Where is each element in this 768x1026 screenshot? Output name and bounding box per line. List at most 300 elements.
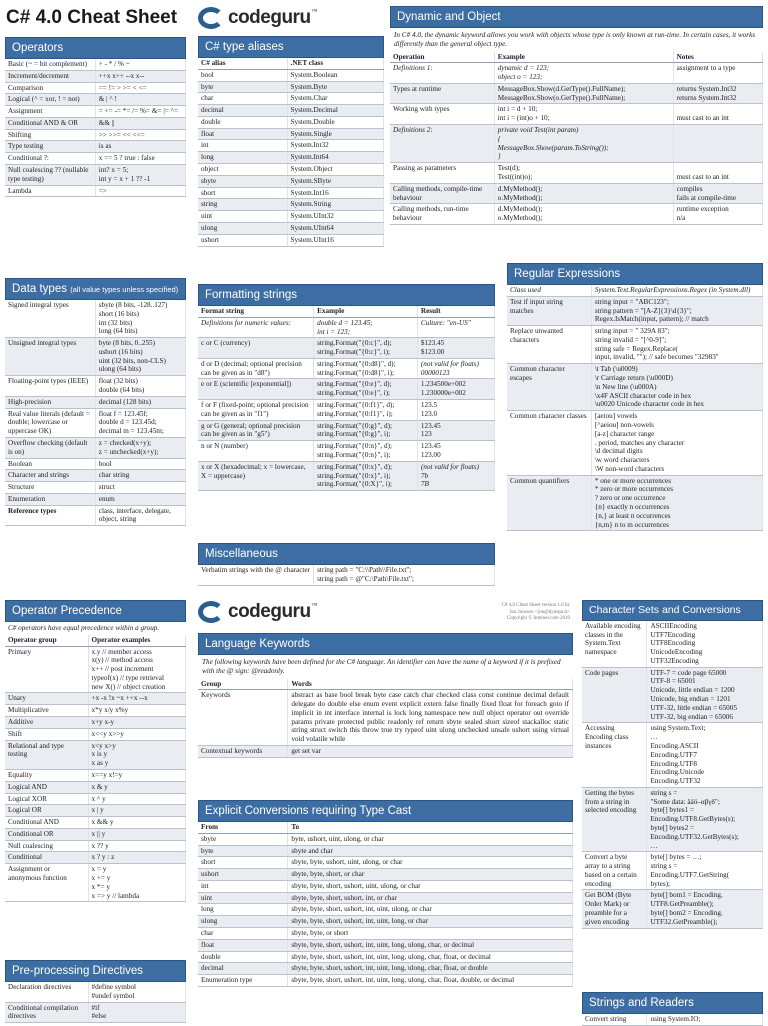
precedence-row-cell: x ?? y (88, 840, 185, 852)
data-type-row-cell: Enumeration (5, 493, 95, 505)
alias-row (198, 105, 384, 117)
dynamic-row-cell: runtime exception n/a (673, 204, 762, 225)
format-row-cell: string.Format("{0:n}", d); string.Format("{0:n}", i); (314, 441, 418, 462)
misc-table (198, 565, 495, 586)
dynamic-row-cell: Definitions 1: (390, 63, 494, 84)
conversion-row-cell: sbyte, byte, short, ushort, int, uint, long, ulong, char, float, double, or decimal (288, 975, 573, 987)
alias-row (198, 187, 384, 199)
dynamic-row-cell: Calling methods, run-time behaviour (390, 204, 494, 225)
col-op-group: Operator group (5, 635, 88, 646)
regex-row (507, 326, 763, 364)
streams-row-cell: Convert string (582, 1014, 647, 1025)
format-row-cell: g or G (general; optional precision can be given as in "g5") (198, 420, 314, 441)
data-type-row-cell: Floating-point types (IEEE) (5, 376, 95, 397)
conversion-row (198, 951, 573, 963)
format-row-cell: d or D (decimal; optional precision can be given as in "d8") (198, 358, 314, 379)
alias-row-cell: System.String (287, 199, 383, 211)
charset-row (582, 787, 763, 851)
alias-row (198, 222, 384, 234)
alias-row (198, 164, 384, 176)
operator-row-cell: >> >>= << <<= (95, 129, 185, 141)
dynamic-header: Dynamic and Object (390, 6, 763, 28)
regex-row-cell: Common character escapes (507, 364, 591, 411)
operator-row-cell: Basic (~ = bit complement) (5, 59, 95, 70)
logo-tm: ™ (311, 8, 318, 15)
operator-row-cell: Lambda (5, 185, 95, 197)
conversion-row (198, 892, 573, 904)
logo-tm: ™ (311, 602, 318, 609)
operator-row (5, 185, 186, 197)
dynamic-row (390, 125, 763, 163)
format-row-cell: 123.45 123.00 (417, 441, 494, 462)
regex-row (507, 296, 763, 325)
alias-row-cell: System.Single (287, 128, 383, 140)
charset-row-cell: Available encoding classes in the System.Text namespace (582, 621, 647, 667)
conversion-row-cell: sbyte, byte, short, ushort, int, or char (288, 892, 573, 904)
precedence-row-cell: x*y x/y x%y (88, 705, 185, 717)
alias-row-cell: System.Decimal (287, 105, 383, 117)
dynamic-row-cell: private void Test(int param) { MessageBox.Show(param.ToString()); } (494, 125, 673, 163)
precedence-row (5, 717, 186, 729)
charset-row-cell: Getting the bytes from a string in selected encoding (582, 787, 647, 851)
dynamic-row-cell: d.MyMethod(); o.MyMethod(); (494, 204, 673, 225)
format-row-cell: Culture: "en-US" (417, 317, 494, 338)
dynamic-row-cell: Passing as parameters (390, 163, 494, 184)
format-row-cell: 123.45 123 (417, 420, 494, 441)
keywords-header: Language Keywords (198, 633, 573, 655)
data-type-row (5, 338, 186, 376)
col-operation: Operation (390, 52, 494, 63)
conversion-row-cell: sbyte, byte, short, ushort, int, uint, long, ulong, char, float, or double (288, 963, 573, 975)
conversion-row-cell: sbyte, byte, short, ushort, int, uint, ulong, or char (288, 904, 573, 916)
conversion-row-cell: sbyte, byte, short, ushort, int, uint, long, or char (288, 916, 573, 928)
precedence-row (5, 817, 186, 829)
alias-row-cell: sbyte (198, 175, 287, 187)
keywords-table (198, 679, 573, 758)
data-type-row (5, 408, 186, 437)
page-title: C# 4.0 Cheat Sheet (6, 7, 178, 28)
regex-header: Regular Expressions (507, 263, 763, 285)
conversion-row-cell: sbyte, byte, short, ushort, uint, ulong, or char (288, 880, 573, 892)
data-type-row-cell: float f = 123.45f; double d = 123.45d; decimal m = 123.45m; (95, 408, 185, 437)
col-result: Result (417, 306, 494, 317)
precedence-row-cell: Logical OR (5, 805, 88, 817)
operators-section (5, 37, 186, 197)
conversion-row-cell: sbyte, byte, short, or char (288, 869, 573, 881)
precedence-row-cell: x || y (88, 828, 185, 840)
precedence-row (5, 646, 186, 693)
data-type-row (5, 493, 186, 505)
data-types-note: (all value types unless specified) (70, 285, 179, 294)
alias-row-cell: System.Boolean (287, 69, 383, 81)
data-type-row-cell: struct (95, 482, 185, 494)
conversion-row-cell: ushort (198, 869, 288, 881)
data-type-row-cell: Unsigned integral types (5, 338, 95, 376)
precedence-row-cell: x+y x-y (88, 717, 185, 729)
type-aliases-table (198, 58, 384, 247)
format-row (198, 420, 495, 441)
preprocessing-row-cell: #if #else (88, 1002, 185, 1023)
conversion-row-cell: double (198, 951, 288, 963)
alias-row-cell: uint (198, 211, 287, 223)
dynamic-row-cell: Calling methods, compile-time behaviour (390, 183, 494, 204)
data-type-row-cell: Structure (5, 482, 95, 494)
regex-row-cell: string input = " 329A 83"; string invalid = "[^0-9]"; string safe = Regex.Replace( input, invalid, ""); // safe becomes "32983" (591, 326, 762, 364)
alias-row (198, 234, 384, 246)
precedence-row-cell: x && y (88, 817, 185, 829)
alias-row (198, 69, 384, 81)
alias-row-cell: double (198, 116, 287, 128)
operator-row (5, 141, 186, 153)
precedence-row-cell: Logical AND (5, 781, 88, 793)
format-row-cell: string.Format("{0:g}", d); string.Format("{0:g}", i); (314, 420, 418, 441)
regex-row-cell: [aeiou] vowels [^aeiou] non-vowels [a-z] character range . period, matches any character \d decimal digits \w word characters \W non-word characters (591, 411, 762, 475)
format-row (198, 379, 495, 400)
conversion-row (198, 904, 573, 916)
regex-row-cell: Common quantifiers (507, 475, 591, 531)
dynamic-row-cell: Definitions 2: (390, 125, 494, 163)
alias-row (198, 175, 384, 187)
format-row (198, 441, 495, 462)
dynamic-row (390, 204, 763, 225)
format-row-cell: c or C (currency) (198, 338, 314, 359)
precedence-row-cell: +x -x !x ~x ++x --x (88, 693, 185, 705)
misc-row-cell: Verbatim strings with the @ character (198, 565, 314, 585)
alias-row-cell: System.Byte (287, 81, 383, 93)
precedence-row-cell: Additive (5, 717, 88, 729)
conversion-row-cell: long (198, 904, 288, 916)
dynamic-row (390, 63, 763, 84)
format-row-cell: string.Format("{0:c}", d); string.Format("{0:c}", i); (314, 338, 418, 359)
regex-row-cell: string input = "ABC123"; string pattern = "[A-Z]{3}\d{3}"; Regex.IsMatch(input, pattern); // match (591, 296, 762, 325)
streams-table (582, 1014, 763, 1026)
conversion-row-cell: sbyte, byte, short, ushort, int, uint, long, ulong, char, float, or decimal (288, 951, 573, 963)
keyword-row-cell: abstract as base bool break byte case catch char checked class const continue decimal default delegate do double else enum event explicit extern false finally fixed float for foreach goto if implicit in int interface internal is lock long namespace new null object operator out override params private protected public readonly ref return sbyte sealed short sizeof stackalloc static string struct switch this throw true try typeof uint ulong unchecked unsafe ushort using virtual void volatile while (288, 690, 573, 746)
precedence-section (5, 600, 186, 902)
data-type-row (5, 458, 186, 470)
alias-row-cell: char (198, 93, 287, 105)
alias-row (198, 152, 384, 164)
format-row (198, 358, 495, 379)
preprocessing-row-cell: Conditional compilation directives (5, 1002, 88, 1023)
conversion-row-cell: sbyte, byte, short, ushort, int, uint, long, ulong, char, or decimal (288, 939, 573, 951)
operator-row-cell: x == 5 ? true : false (95, 153, 185, 165)
alias-row (198, 211, 384, 223)
codeguru-logo[interactable] (198, 6, 317, 29)
alias-row-cell: System.Char (287, 93, 383, 105)
keyword-row-cell: get set var (288, 746, 573, 758)
col-to: To (288, 822, 573, 833)
type-aliases-header: C# type aliases (198, 36, 384, 58)
charset-row (582, 852, 763, 890)
operator-row-cell: == != > >= < <= (95, 82, 185, 94)
format-row-cell: Definitions for numeric values: (198, 317, 314, 338)
preprocessing-header: Pre-processing Directives (5, 960, 186, 982)
data-type-row-cell: Signed integral types (5, 300, 95, 338)
alias-row-cell: System.Int32 (287, 140, 383, 152)
dynamic-row-cell: returns System.Int32 returns System.Int32 (673, 83, 762, 104)
credits-line: Jon Jonsson <jon@dynepa.it> (509, 609, 570, 615)
data-type-row (5, 300, 186, 338)
conversion-row-cell: Enumeration type (198, 975, 288, 987)
credits (440, 603, 570, 623)
operator-row (5, 82, 186, 94)
operator-row (5, 59, 186, 70)
regex-row-cell: \t Tab (\u0009) \r Carriage return (\u000D) \n New line (\u000A) \x4F ASCII character code in hex \u0020 Unicode character code in hex (591, 364, 762, 411)
dynamic-row-cell: must cast to an int (673, 104, 762, 125)
operator-row-cell: Conditional AND & OR (5, 117, 95, 129)
operator-row-cell: => (95, 185, 185, 197)
conversion-row-cell: uint (198, 892, 288, 904)
alias-row-cell: ulong (198, 222, 287, 234)
alias-row-cell: long (198, 152, 287, 164)
alias-row (198, 128, 384, 140)
format-row-cell: x or X (hexadecimal; x = lowercase, X = uppercase) (198, 461, 314, 490)
operator-row-cell: Comparison (5, 82, 95, 94)
formatting-section (198, 284, 495, 491)
format-row (198, 338, 495, 359)
regex-row (507, 364, 763, 411)
operator-row-cell: && || (95, 117, 185, 129)
operators-header: Operators (5, 37, 186, 59)
alias-row-cell: System.Int16 (287, 187, 383, 199)
precedence-row-cell: x | y (88, 805, 185, 817)
precedence-row (5, 840, 186, 852)
operator-row-cell: Increment/decrement (5, 70, 95, 82)
conversion-row-cell: char (198, 928, 288, 940)
dynamic-row-cell: Types at runtime (390, 83, 494, 104)
col-dyn-example: Example (494, 52, 673, 63)
conversion-row-cell: byte (198, 845, 288, 857)
precedence-row-cell: x.y // member access x(y) // method access x++ // post increment typeof(x) // type retrieval new X() // object creation (88, 646, 185, 693)
misc-row-cell: string path = "C:\\Path\\File.txt"; string path = @"C:\Path\File.txt"; (314, 565, 495, 585)
preprocessing-table (5, 982, 186, 1023)
charset-row (582, 621, 763, 667)
conversion-row (198, 845, 573, 857)
dynamic-row-cell: must cast to an int (673, 163, 762, 184)
col-alias: C# alias (198, 58, 287, 69)
regex-row-cell: Common character classes (507, 411, 591, 475)
conversion-row-cell: ulong (198, 916, 288, 928)
data-type-row-cell: Character and strings (5, 470, 95, 482)
precedence-row-cell: Assignment or anonymous function (5, 864, 88, 902)
charsets-table (582, 621, 763, 929)
precedence-row-cell: Logical XOR (5, 793, 88, 805)
data-type-row-cell: decimal (128 bits) (95, 396, 185, 408)
regex-row-cell: * one or more occurrences * zero or more occurrences ? zero or one occurrence {n} exactly n occurrences {n,} at least n occurrences {n,m} n to m occurrences (591, 475, 762, 531)
dynamic-intro: In C# 4.0, the dynamic keyword allows you work with objects whose type is only known at run-time. In certain cases, it works differently than the general object type. (394, 31, 756, 48)
streams-row-cell: using System.IO; (647, 1014, 763, 1025)
format-row-cell: n or N (number) (198, 441, 314, 462)
conversion-row (198, 975, 573, 987)
precedence-row (5, 769, 186, 781)
regex-row-cell: Class used (507, 285, 591, 296)
data-type-row-cell: High-precision (5, 396, 95, 408)
precedence-row (5, 793, 186, 805)
precedence-header: Operator Precedence (5, 600, 186, 622)
alias-row-cell: float (198, 128, 287, 140)
alias-row (198, 93, 384, 105)
alias-row (198, 199, 384, 211)
operator-row-cell: Conditional ?: (5, 153, 95, 165)
data-type-row-cell: Boolean (5, 458, 95, 470)
formatting-header: Formatting strings (198, 284, 495, 306)
dynamic-row-cell: int i = d + 10; int i = (int)o + 10; (494, 104, 673, 125)
col-notes: Notes (673, 52, 762, 63)
dynamic-row-cell: MessageBox.Show(d.GetType().FullName); MessageBox.Show(o.GetType().FullName); (494, 83, 673, 104)
precedence-row (5, 740, 186, 769)
operator-row-cell: Shifting (5, 129, 95, 141)
data-type-row (5, 482, 186, 494)
operator-row (5, 94, 186, 106)
format-row-cell: string.Format("{0:d8}", d); string.Format("{0:d8}", i); (314, 358, 418, 379)
precedence-row-cell: x<<y x>>y (88, 728, 185, 740)
regex-table (507, 285, 763, 531)
conversion-row-cell: sbyte (198, 833, 288, 845)
precedence-row-cell: Shift (5, 728, 88, 740)
format-row-cell: $123.45 $123.00 (417, 338, 494, 359)
data-types-table (5, 300, 186, 526)
charset-row (582, 667, 763, 723)
charset-row-cell: Accessing Encoding class instances (582, 723, 647, 787)
data-type-row-cell: enum (95, 493, 185, 505)
alias-row-cell: byte (198, 81, 287, 93)
operator-row-cell: is as (95, 141, 185, 153)
format-row-cell: string.Format("{0:f1}", d); string.Format("{0:f1}", i); (314, 400, 418, 421)
charset-row-cell: byte[] bom1 = Encoding. UTF8.GetPreamble(); byte[] bom2 = Encoding. UTF32.GetPreamble(); (647, 890, 763, 928)
misc-header: Miscellaneous (198, 543, 495, 565)
operator-row-cell: int? x = 5; int y = x + 1 ?? -1 (95, 165, 185, 186)
data-type-row (5, 470, 186, 482)
precedence-row-cell: Conditional OR (5, 828, 88, 840)
conversion-row-cell: sbyte and char (288, 845, 573, 857)
dynamic-row-cell (673, 125, 762, 163)
regex-row (507, 285, 763, 296)
precedence-row (5, 781, 186, 793)
precedence-row-cell: Null coalescing (5, 840, 88, 852)
charsets-section (582, 600, 763, 929)
format-row-cell: e or E (scientific [exponential]) (198, 379, 314, 400)
charset-row-cell: UTF-7 = code page 65000 UTF-8 = 65001 Unicode, little endian = 1200 Unicode, big endian = 1201 UTF-32, little endian = 65005 UTF-32, big endian = 65006 (647, 667, 763, 723)
precedence-row-cell: x<y x>y x is y x as y (88, 740, 185, 769)
operator-row-cell: Type testing (5, 141, 95, 153)
precedence-row-cell: x==y x!=y (88, 769, 185, 781)
col-group: Group (198, 679, 288, 690)
dynamic-section (390, 6, 763, 225)
preprocessing-row (5, 1002, 186, 1023)
regex-row-cell: Replace unwanted characters (507, 326, 591, 364)
data-type-row-cell: char string (95, 470, 185, 482)
streams-header: Strings and Readers (582, 992, 763, 1014)
codeguru-logo-bottom[interactable] (198, 600, 317, 623)
format-row (198, 461, 495, 490)
operator-row-cell: Null coalescing ?? (nullable type testing) (5, 165, 95, 186)
operator-row-cell: ++x x++ --x x-- (95, 70, 185, 82)
credits-line: C# 4.0 Cheat Sheet version 1.0 by (501, 603, 570, 608)
misc-row (198, 565, 495, 585)
format-row-cell: 123.5 123.0 (417, 400, 494, 421)
keyword-row (198, 746, 573, 758)
data-type-row-cell: Reference types (5, 505, 95, 526)
conversion-row-cell: decimal (198, 963, 288, 975)
format-row-cell: 1.234500e+002 1.230000e+002 (417, 379, 494, 400)
keyword-row-cell: Contextual keywords (198, 746, 288, 758)
data-type-row (5, 396, 186, 408)
data-type-row-cell: class, interface, delegate, object, string (95, 505, 185, 526)
data-type-row-cell: Real value literals (default = double; lowercase or uppercase OK) (5, 408, 95, 437)
precedence-row-cell: Primary (5, 646, 88, 693)
operator-row-cell: Assignment (5, 106, 95, 118)
alias-row-cell: bool (198, 69, 287, 81)
data-type-row-cell: sbyte (8 bits, -128..127) short (16 bits) int (32 bits) long (64 bits) (95, 300, 185, 338)
precedence-row-cell: x ^ y (88, 793, 185, 805)
data-type-row-cell: Overflow checking (default is on) (5, 437, 95, 458)
regex-row-cell: Test if input string matches (507, 296, 591, 325)
conversion-row (198, 869, 573, 881)
operator-row-cell: = += -= *= /= %= &= |= ^= (95, 106, 185, 118)
logo-text: codeguru (228, 7, 311, 28)
data-types-title: Data types (12, 283, 67, 295)
format-row-cell: f or F (fixed-point; optional precision can be given as in "f1") (198, 400, 314, 421)
alias-row (198, 116, 384, 128)
conversion-row-cell: int (198, 880, 288, 892)
dynamic-row (390, 83, 763, 104)
operators-table (5, 59, 186, 197)
dynamic-row-cell: Test(d); Test((int)o); (494, 163, 673, 184)
regex-section (507, 263, 763, 531)
charset-row-cell: string s = "Some data: äáö–αβγδ"; byte[] bytes1 = Encoding.UTF8.GetBytes(s); byte[] bytes2 = Encoding.UTF32.GetBytes(s); … (647, 787, 763, 851)
conversion-row-cell: byte, ushort, uint, ulong, or char (288, 833, 573, 845)
conversion-row-cell: short (198, 857, 288, 869)
format-row-cell: (not valid for floats) 00000123 (417, 358, 494, 379)
operator-row-cell: + - * / % ~ (95, 59, 185, 70)
precedence-row (5, 728, 186, 740)
dynamic-row-cell: dynamic d = 123; object o = 123; (494, 63, 673, 84)
data-type-row (5, 505, 186, 526)
precedence-row-cell: x & y (88, 781, 185, 793)
charset-row (582, 723, 763, 787)
codeguru-logo-icon (198, 601, 224, 623)
conversion-row (198, 857, 573, 869)
conversions-header: Explicit Conversions requiring Type Cast (198, 800, 573, 822)
regex-row-cell: System.Text.RegularExpressions.Regex (in System.dll) (591, 285, 762, 296)
charset-row-cell: ASCIIEncoding UTF7Encoding UTF8Encoding UnicodeEncoding UTF32Encoding (647, 621, 763, 667)
conversion-row-cell: sbyte, byte, or short (288, 928, 573, 940)
conversion-row (198, 928, 573, 940)
preprocessing-row (5, 982, 186, 1002)
dynamic-row-cell: compiles fails at compile-time (673, 183, 762, 204)
conversions-section (198, 800, 573, 987)
col-words: Words (288, 679, 573, 690)
precedence-row-cell: Equality (5, 769, 88, 781)
dynamic-row (390, 163, 763, 184)
format-row-cell: string.Format("{0:e}", d); string.Format("{0:e}", i); (314, 379, 418, 400)
alias-row-cell: int (198, 140, 287, 152)
conversion-row (198, 833, 573, 845)
charset-row (582, 890, 763, 928)
precedence-row-cell: Conditional (5, 852, 88, 864)
data-type-row-cell: float (32 bits) double (64 bits) (95, 376, 185, 397)
operator-row (5, 129, 186, 141)
precedence-row (5, 693, 186, 705)
precedence-row-cell: Relational and type testing (5, 740, 88, 769)
charset-row-cell: Convert a byte array to a string based on a certain encoding (582, 852, 647, 890)
precedence-row (5, 705, 186, 717)
data-types-header (5, 278, 186, 300)
operator-row (5, 70, 186, 82)
data-type-row-cell: bool (95, 458, 185, 470)
credits-line: Copyright © Internet.com 2010 (506, 616, 570, 621)
